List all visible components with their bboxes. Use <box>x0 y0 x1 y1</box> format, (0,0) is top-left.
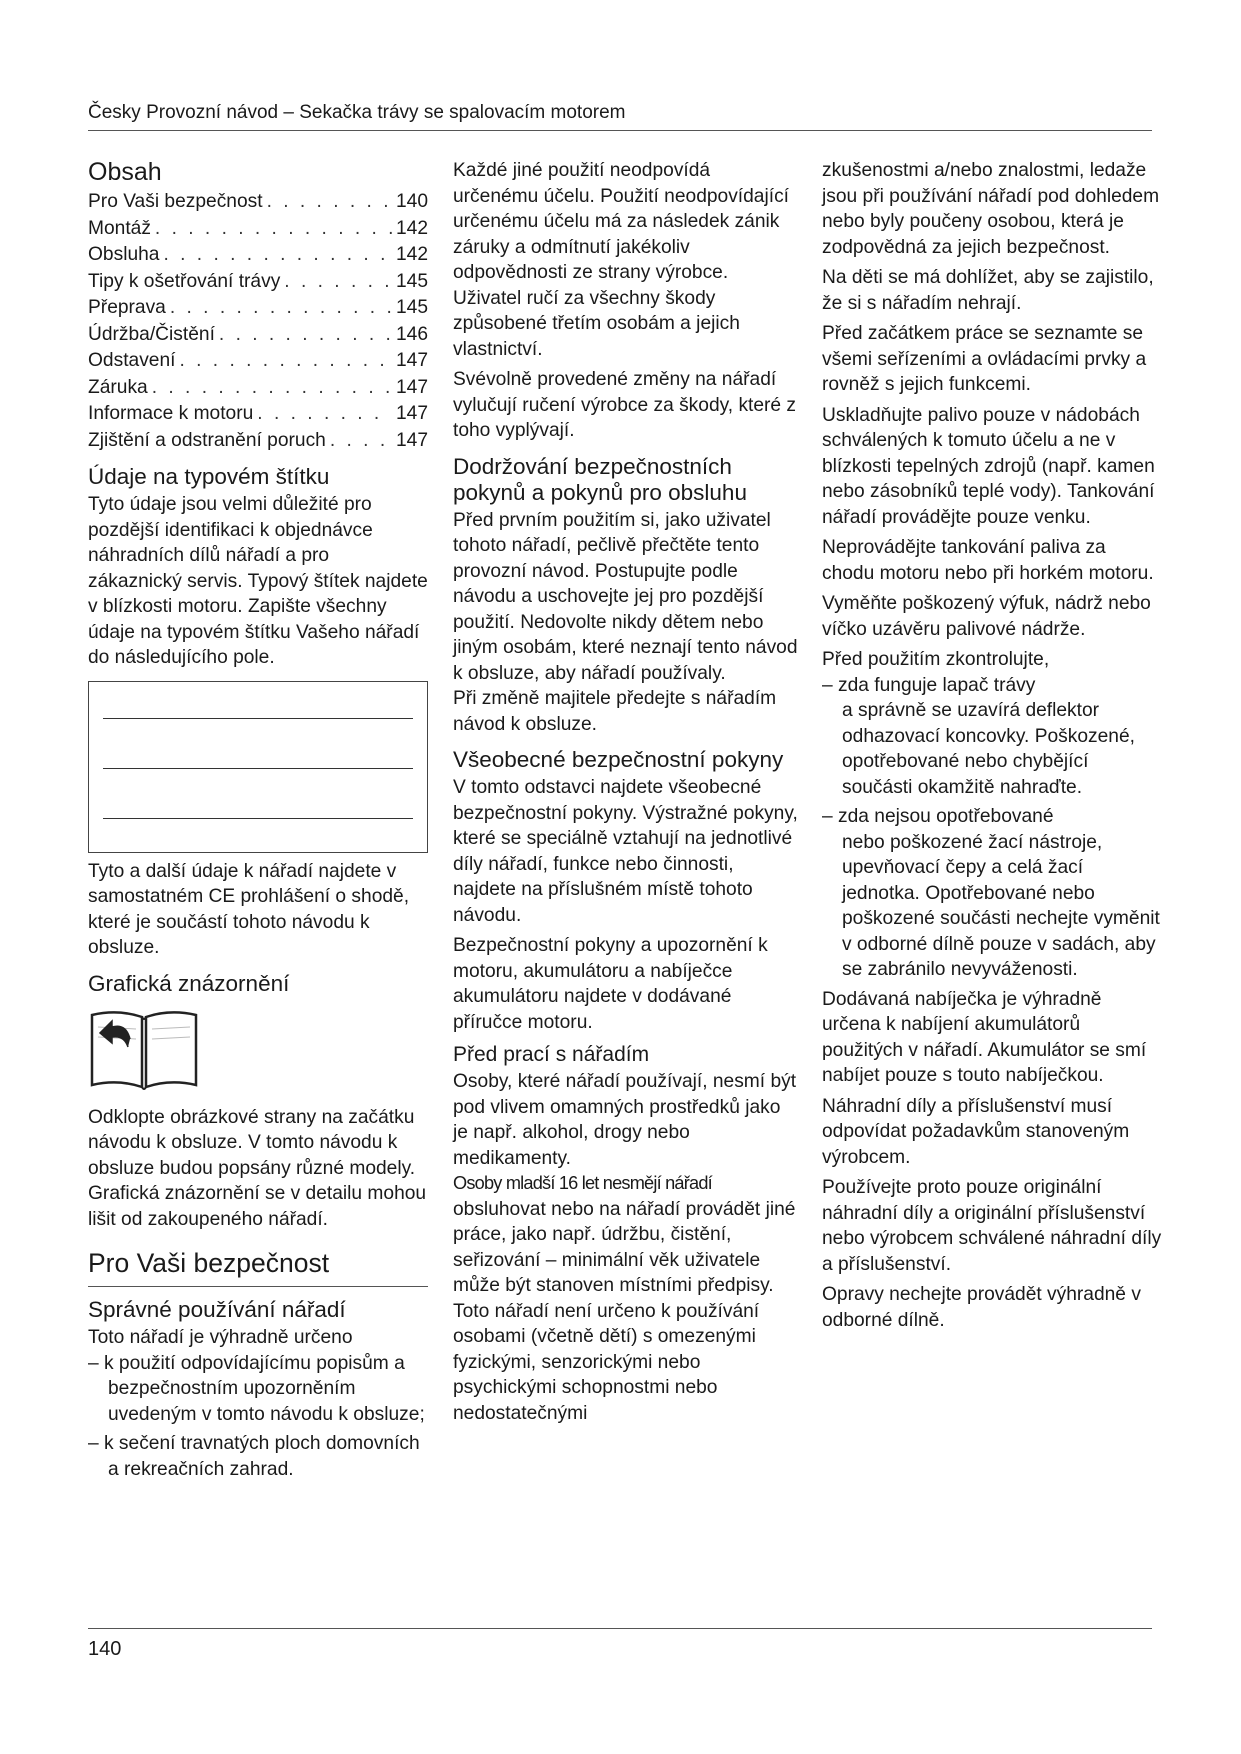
toc-item[interactable] <box>88 189 428 216</box>
page-number: 140 <box>88 1638 122 1660</box>
header-title: Česky Provozní návod – Sekačka trávy se spalovacím motorem <box>88 102 626 123</box>
use-intro: Toto nářadí je výhradně určeno <box>88 1327 353 1348</box>
toc-item-label: Přeprava <box>88 297 166 318</box>
toc-item[interactable] <box>88 401 428 428</box>
entry-line[interactable] <box>103 818 413 819</box>
paragraph: Náhradní díly a příslušenství musí odpovídat požadavkům stanoveným výrobcem. <box>822 1095 1130 1168</box>
paragraph: Používejte proto pouze originální náhradní díly a originální příslušenství nebo výrobcem schválené náhradní díly a příslušenství. <box>822 1177 1162 1275</box>
entry-line[interactable] <box>103 768 413 769</box>
paragraph: Osoby, které nářadí používají, nesmí být pod vlivem omamných prostředků jako je např. alkohol, drogy nebo medikamenty. <box>453 1071 797 1169</box>
toc-item-label: Zjištění a odstranění poruch <box>88 429 326 451</box>
footer-rule <box>88 1628 1152 1629</box>
toc-item-page: 142 <box>395 217 428 239</box>
entry-line[interactable] <box>103 718 413 719</box>
paragraph: Toto nářadí není určeno k používání osobami (včetně dětí) s omezenými fyzickými, senzorickými nebo psychickými schopnostmi nebo nedostatečnými <box>453 1300 760 1424</box>
column-3 <box>822 158 1162 1338</box>
paragraph: Svévolně provedené změny na nářadí vylučují ručení výrobce za škody, které z toho vyplývají. <box>453 369 797 441</box>
toc-leader <box>330 428 392 454</box>
typeplate-text: Tyto údaje jsou velmi důležité pro pozdější identifikaci k objednávce náhradních dílů nářadí a pro zákaznický servis. Typový štítek najdete v blízkosti motoru. Zapište všechny údaje na typovém štítku Vašeho nářadí do následujícího pole. <box>88 494 428 668</box>
paragraph: Před začátkem práce se seznamte se všemi seřízeními a ovládacími prvky a rovněž s jejich funkcemi. <box>822 323 1147 395</box>
check-item-detail: nebo poškozené žací nástroje, upevňovací čepy a celá žací jednotka. Opotřebované nebo poškozené součásti nechejte vyměnit v odborné dílně pouze v sadách, aby se zabránilo nevyváženosti. <box>842 831 1160 980</box>
paragraph: Bezpečnostní pokyny a upozornění k motoru, akumulátoru a nabíječce akumulátoru najdete v dodávané příručce motoru. <box>453 935 768 1033</box>
use-heading: Správné používání nářadí <box>88 1297 346 1322</box>
before-work-heading: Před prací s nářadím <box>453 1043 650 1066</box>
page-header <box>88 102 1152 131</box>
column-2 <box>453 158 798 1431</box>
toc-leader <box>257 401 392 427</box>
toc-item-page: 146 <box>395 323 428 345</box>
open-book-icon <box>88 1003 200 1093</box>
toc-item-page: 142 <box>395 244 428 265</box>
check-item: – zda nejsou opotřebované <box>822 806 1054 827</box>
toc-item-page: 147 <box>395 376 428 398</box>
use-item: – k použití odpovídajícímu popisům a bezpečnostním upozorněním uvedeným v tomto návodu k obsluze; <box>88 1352 425 1425</box>
graphic-text: Odklopte obrázkové strany na začátku návodu k obsluze. V tomto návodu k obsluze budou popsány různé modely. Grafická znázornění se v detailu mohou lišit od zakoupeného nářadí. <box>88 1106 427 1230</box>
check-item-detail: a správně se uzavírá deflektor odhazovací koncovky. Poškozené, opotřebované nebo chybějící součásti okamžitě nahraďte. <box>842 700 1135 798</box>
toc-item[interactable] <box>88 242 428 269</box>
use-item: – k sečení travnatých ploch domovních a rekreačních zahrad. <box>88 1433 420 1480</box>
paragraph: zkušenostmi a/nebo znalostmi, ledaže jsou při používání nářadí pod dohledem nebo byly poučeny osobou, která je zodpovědná za jejich bezpečnost. <box>822 160 1160 258</box>
toc-item[interactable] <box>88 269 428 296</box>
toc-leader <box>163 242 392 268</box>
toc-leader <box>170 295 392 321</box>
table-of-contents <box>88 189 428 454</box>
toc-item[interactable] <box>88 375 428 402</box>
toc-item-label: Obsluha <box>88 244 160 265</box>
paragraph: Na děti se má dohlížet, aby se zajistilo, že si s nářadím nehrají. <box>822 267 1154 314</box>
column-1 <box>88 158 428 1486</box>
toc-item[interactable] <box>88 216 428 243</box>
paragraph: Neprovádějte tankování paliva za chodu motoru nebo při horkém motoru. <box>822 537 1154 584</box>
paragraph: Dodávaná nabíječka je výhradně určena k nabíjení akumulátorů použitých v nářadí. Akumulátor se smí nabíjet pouze s touto nabíječkou. <box>822 988 1147 1086</box>
toc-item-page: 145 <box>395 297 428 318</box>
toc-title: Obsah <box>88 158 162 186</box>
toc-item-page: 147 <box>395 350 428 371</box>
toc-item-label: Montáž <box>88 217 151 239</box>
typeplate-entry-box <box>88 681 428 853</box>
toc-leader <box>179 348 392 374</box>
toc-item-label: Údržba/Čistění <box>88 323 215 345</box>
toc-leader <box>219 322 392 348</box>
paragraph: V tomto odstavci najdete všeobecné bezpečnostní pokyny. Výstražné pokyny, které se speciálně vztahují na jednotlivé díly nářadí, funkce nebo činnosti, najdete na příslušném místě tohoto návodu. <box>453 777 798 926</box>
toc-item[interactable] <box>88 428 428 455</box>
toc-item-label: Informace k motoru <box>88 403 254 424</box>
paragraph: Uskladňujte palivo pouze v nádobách schválených k tomuto účelu a ne v blízkosti tepelných zdrojů (např. kamen nebo zásobníků teplé vody). Tankování nářadí provádějte pouze venku. <box>822 404 1155 528</box>
toc-item-page: 147 <box>395 429 428 451</box>
instructions-heading: Dodržování bezpečnostních pokynů a pokynů pro obsluhu <box>453 453 747 505</box>
graphic-heading: Grafická znázornění <box>88 970 290 996</box>
toc-item-page: 145 <box>395 270 428 292</box>
safety-section-heading: Pro Vaši bezpečnost <box>88 1248 428 1287</box>
toc-item[interactable] <box>88 322 428 349</box>
paragraph-text: obsluhovat nebo na nářadí provádět jiné práce, jako např. údržbu, čistění, seřizování – minimální věk uživatele může být stanoven místními předpisy. <box>453 1198 796 1296</box>
paragraph: Při změně majitele předejte s nářadím návod k obsluze. <box>453 688 777 735</box>
paragraph: Před použitím zkontrolujte, <box>822 649 1050 670</box>
ce-text: Tyto a další údaje k nářadí najdete v samostatném CE prohlášení o shodě, které je součástí tohoto návodu k obsluze. <box>88 860 410 958</box>
toc-item-label: Tipy k ošetřování trávy <box>88 270 281 292</box>
toc-leader <box>267 189 392 215</box>
paragraph <box>453 1171 798 1299</box>
toc-item-page: 140 <box>395 191 428 212</box>
paragraph: Opravy nechejte provádět výhradně v odborné dílně. <box>822 1284 1141 1331</box>
toc-item[interactable] <box>88 295 428 322</box>
paragraph: Vyměňte poškozený výfuk, nádrž nebo víčko uzávěru palivové nádrže. <box>822 593 1151 640</box>
paragraph: Před prvním použitím si, jako uživatel tohoto nářadí, pečlivě přečtěte tento provozní návod. Postupujte podle návodu a uschovejte jej pro pozdější použití. Nedovolte nikdy dětem nebo jiným osobám, které neznají tento návod k obsluze, aby nářadí používaly. <box>453 509 798 684</box>
toc-item-label: Záruka <box>88 376 148 398</box>
toc-leader <box>155 216 392 242</box>
paragraph: Každé jiné použití neodpovídá určenému účelu. Použití neodpovídající určenému účelu má za následek zánik záruky a odmítnutí jakékoliv odpovědnosti ze strany výrobce. Uživatel ručí za všechny škody způsobené třetím osobám a jejich vlastnictví. <box>453 160 789 360</box>
general-safety-heading: Všeobecné bezpečnostní pokyny <box>453 747 784 772</box>
toc-item-label: Odstavení <box>88 350 176 371</box>
toc-leader <box>152 375 392 401</box>
toc-item[interactable] <box>88 348 428 375</box>
typeplate-heading: Údaje na typovém štítku <box>88 464 330 489</box>
toc-item-label: Pro Vaši bezpečnost <box>88 191 263 212</box>
toc-item-page: 147 <box>395 403 428 424</box>
condensed-text: Osoby mladší 16 let nesmějí nářadí <box>453 1173 712 1193</box>
check-item: – zda funguje lapač trávy <box>822 674 1036 696</box>
toc-leader <box>284 269 392 295</box>
